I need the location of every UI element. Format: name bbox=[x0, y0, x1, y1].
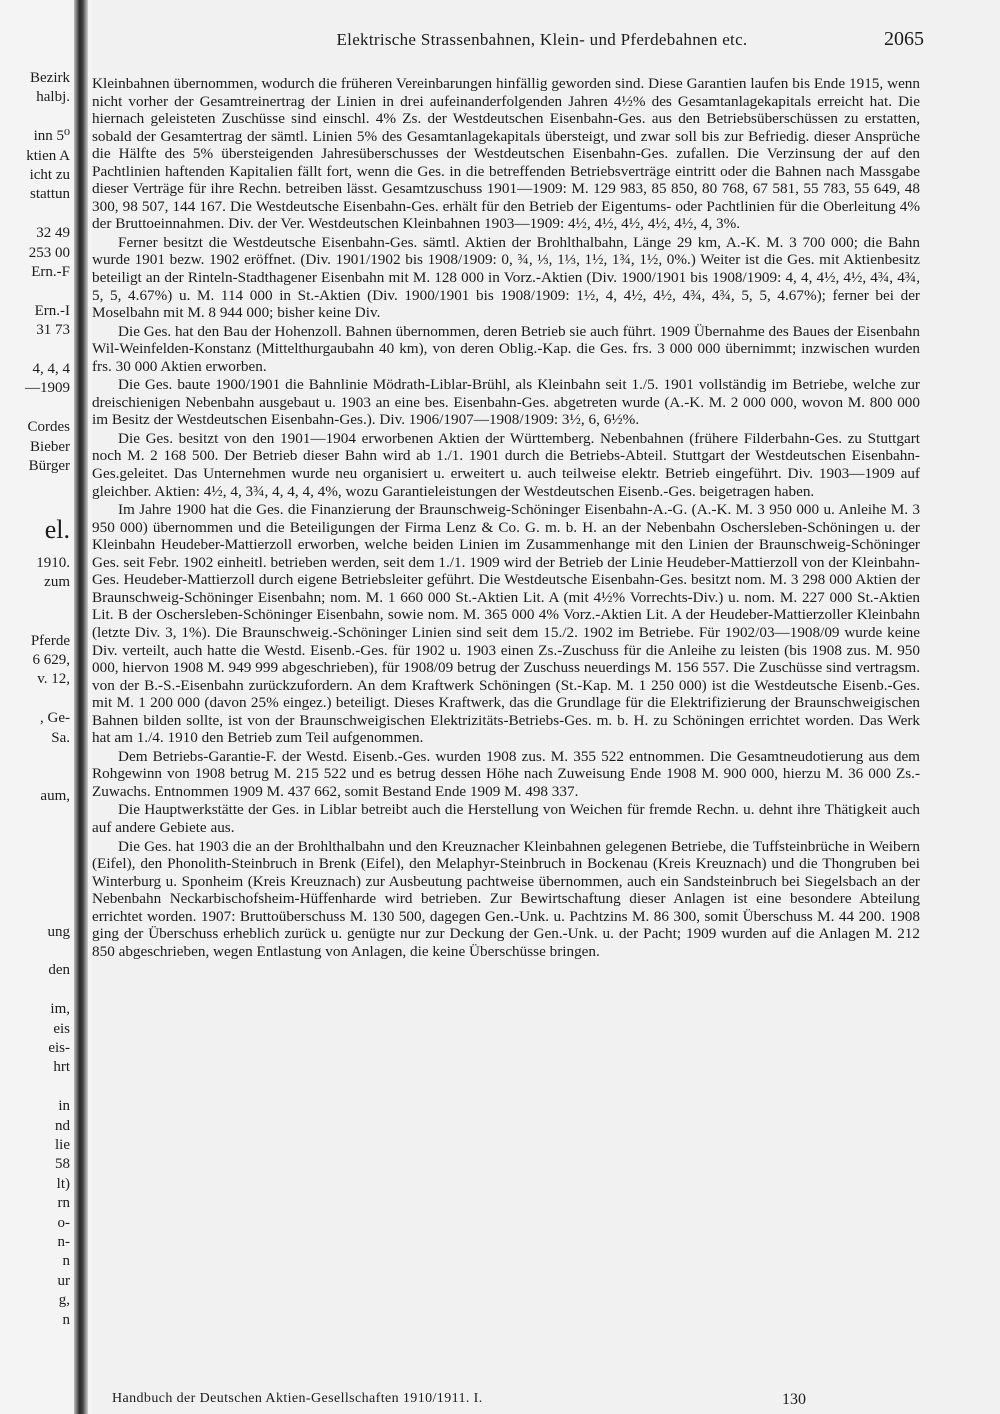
gutter-text-fragment: Ern.-I bbox=[34, 302, 70, 319]
gutter-text-fragment: rn bbox=[57, 1195, 70, 1212]
paragraph: Kleinbahnen übernommen, wodurch die früheren Vereinbarungen hinfällig geworden sind. Diese Garantien laufen bis Ende 1915, wenn nicht vorher der Gesamtreinertrag der Linien in drei aufeinanderfolgenden Jahren 4½% des Gesamtanlagekapitals erreicht hat. Die hiernach geleisteten Zuschüsse sind einschl. 4% Zs. der Westdeutschen Eisenbahn-Ges. aus den Betriebsüberschüssen zu erstatten, sobald der Gesamtertrag der sämtl. Linien 5% des Gesamtanlagekapitals übersteigt, und zwar soll bis zur Befriedig. dieser Ansprüche die Hälfte des 5% übersteigenden Jahresüberschusses der Westdeutschen Eisenbahn-Ges. zufallen. Die Verzinsung der auf den Pachtlinien haftenden Kapitalien fällt fort, wenn die Ges. in die betreffenden Betriebsverträge eintritt oder die Bahnen nach Massgabe dieser Verträge für ihre Rechn. betreiben lässt. Gesamtzuschuss 1901—1909: M. 129 983, 85 850, 80 768, 67 581, 55 783, 55 649, 48 300, 98 507, 144 167. Die Westdeutsche Eisenbahn-Ges. erhält für den Betrieb der Eigentums- oder Pachtlinien für die Oberleitung 4% der Bruttoeinnahmen. Div. der Ver. Westdeutschen Kleinbahnen 1903—1909: 4½, 4½, 4½, 4½, 4½, 4, 3%. bbox=[92, 75, 920, 233]
gutter-text-fragment: halbj. bbox=[36, 89, 70, 106]
gutter-text-fragment: g, bbox=[58, 1292, 70, 1309]
gutter-text-fragment: n bbox=[62, 1253, 70, 1270]
gutter-text-fragment: o- bbox=[57, 1214, 70, 1231]
book-fold-shadow bbox=[74, 0, 88, 1414]
gutter-text-fragment: , Ge- bbox=[40, 710, 70, 727]
gutter-text-fragment: hrt bbox=[53, 1059, 70, 1076]
gutter-text-fragment: aum, bbox=[40, 787, 70, 804]
gutter-text-fragment: 4, 4, 4 bbox=[32, 361, 70, 377]
gutter-text-fragment: in bbox=[58, 1098, 70, 1115]
gutter-text-fragment: 6 629, bbox=[32, 652, 70, 668]
paragraph: Im Jahre 1900 hat die Ges. die Finanzierung der Braunschweig-Schöninger Eisenbahn-A.-G. (A.-K. M. 3 950 000 u. Anleihe M. 3 950 000) übernommen und die Beteiligungen der Firma Lenz & Co. G. m. b. H. an der Nebenbahn Oschersleben-Schöningen u. der Kleinbahn Heudeber-Mattierzoll erworben, welche beiden Linien im Zusammenhange mit den Linien der Braunschweig-Schöninger Ges. seit Febr. 1902 einheitl. betrieben werden, seit dem 1./1. 1909 wird der Betrieb der Linie Heudeber-Mattierzoll von der Kleinbahn-Ges. Heudeber-Mattierzoll durch eigene Betriebsleiter geführt. Die Westdeutsche Eisenbahn-Ges. besitzt nom. M. 3 298 000 Aktien der Braunschweig-Schöninger Eisenbahn; nom. M. 1 660 000 St.-Aktien Lit. A (mit 4½% Vorrechts-Div.) u. nom. M. 227 000 St.-Aktien Lit. B der Oschersleben-Schöninger Eisenbahn, sowie nom. M. 365 000 4% Vorz.-Aktien Lit. A der Heudeber-Mattierzoller Kleinbahn (letzte Div. 3, 1%). Die Braunschweig.-Schöninger Linien sind seit dem 15./2. 1902 im Betriebe. Für 1902/03—1908/09 wurde keine Div. verteilt, auch hatte die Westd. Eisenb.-Ges. für 1902 u. 1903 einen Zs.-Zuschuss für die Anleihe zu leisten (bis 1908 zus. M. 950 000, hiervon 1908 M. 949 999 abgeschrieben), für 1908/09 betrug der Zuschuss neuerdings M. 156 557. Die Zuschüsse sind vertragsm. von der B.-S.-Eisenbahn zurückzufordern. An dem Kraftwerk Schöningen (St.-Kap. M. 1 250 000) ist die Westdeutsche Eisenb.-Ges. mit M. 1 200 000 (davon 25% eingez.) beteiligt. Dieses Kraftwerk, das die Grundlage für die Elektrifizierung der Braunschweigischen Bahnen bilden sollte, ist von der Braunschweigischen Elektrizitäts-Betriebs-Ges. m. b. H. zu Schöningen errichtet worden. Das Werk hat am 1./4. 1910 den Betrieb zum Teil aufgenommen. bbox=[92, 501, 920, 747]
gutter-text-fragment: n- bbox=[57, 1234, 70, 1250]
gutter-text-fragment: v. 12, bbox=[37, 671, 70, 688]
gutter-text-fragment: Cordes bbox=[27, 419, 70, 436]
gutter-text-fragment: Sa. bbox=[51, 729, 70, 746]
gutter-text-fragment: nd bbox=[55, 1117, 70, 1134]
gutter-text-fragment: 31 73 bbox=[36, 322, 70, 339]
gutter-text-fragment: Pferde bbox=[30, 632, 70, 649]
body-text bbox=[92, 75, 920, 960]
gutter-text-fragment: Bieber bbox=[30, 438, 70, 455]
page-footer bbox=[112, 1391, 932, 1407]
gutter-text-fragment: eis bbox=[53, 1020, 70, 1037]
gutter-text-fragment: 1910. bbox=[36, 555, 70, 571]
gutter-text-fragment: ktien A bbox=[26, 147, 70, 164]
gutter-text-fragment: 253 00 bbox=[28, 244, 70, 261]
gutter-text-fragment: zum bbox=[44, 574, 70, 591]
paragraph: Die Ges. besitzt von den 1901—1904 erworbenen Aktien der Württemberg. Nebenbahnen (frühere Filderbahn-Ges. zu Stuttgart noch M. 2 168 500. Der Betrieb dieser Bahn wird ab 1./1. 1901 durch die Betriebs-Abteil. Stuttgart der Westdeutschen Eisenbahn-Ges.geleitet. Das Unternehmen wurde neu organisiert u. erweitert u. auch teilweise elektr. Betrieb eingeführt. Div. 1903—1909 auf gleichber. Aktien: 4½, 4, 3¾, 4, 4, 4, 4%, wozu Garantieleistungen der Westdeutschen Eisenb.-Ges. beigetragen haben. bbox=[92, 429, 920, 500]
gutter-text-fragment: —1909 bbox=[25, 380, 70, 397]
gutter-text-fragment: ur bbox=[57, 1272, 70, 1289]
sheet-number: 130 bbox=[782, 1391, 806, 1408]
footer-source-title: Handbuch der Deutschen Aktien-Gesellschaften 1910/1911. I. bbox=[112, 1391, 483, 1406]
gutter-text-fragment: Bürger bbox=[28, 458, 70, 474]
gutter-text-fragment: stattun bbox=[30, 186, 70, 203]
page-number: 2065 bbox=[884, 28, 924, 50]
gutter-text-fragment: ung bbox=[47, 923, 70, 940]
gutter-text-fragment: 32 49 bbox=[36, 225, 70, 242]
document-page bbox=[92, 0, 1000, 1414]
gutter-text-fragment: lie bbox=[55, 1137, 70, 1153]
paragraph: Die Hauptwerkstätte der Ges. in Liblar betreibt auch die Herstellung von Weichen für fremde Rechn. u. dehnt ihre Thätigkeit auch auf andere Gebiete aus. bbox=[92, 801, 920, 836]
left-page-margin-fragment bbox=[0, 0, 92, 1414]
paragraph: Ferner besitzt die Westdeutsche Eisenbahn-Ges. sämtl. Aktien der Brohlthalbahn, Länge 29 km, A.-K. M. 3 700 000; die Bahn wurde 1901 bezw. 1902 eröffnet. (Div. 1901/1902 bis 1908/1909: 0, ¾, ⅓, 1⅓, 1½, 1¾, 1½, 0%.) Weiter ist die Ges. mit Aktienbesitz beteiligt an der Rinteln-Stadthagener Eisenbahn mit M. 128 000 in Vorz.-Aktien (Div. 1900/1901 bis 1908/1909: 4, 4, 4½, 4½, 4¾, 4¾, 5, 5, 4.67%) u. M. 114 000 in St.-Aktien (Div. 1900/1901 bis 1908/1909: 1½, 4, 4½, 4½, 4¾, 4¾, 5, 5, 4.67%); ferner bei der Moselbahn mit M. 8 944 000; bisher keine Div. bbox=[92, 233, 920, 322]
gutter-text-fragment: den bbox=[48, 962, 70, 979]
gutter-text-fragment: el. bbox=[44, 516, 70, 545]
paragraph: Dem Betriebs-Garantie-F. der Westd. Eisenb.-Ges. wurden 1908 zus. M. 355 522 entnommen. Die Gesamtneudotierung aus dem Rohgewinn von 1908 betrug M. 215 522 und es betrug dessen Höhe nach Zuweisung Ende 1908 M. 900 000, hierzu M. 36 000 Zs.-Zuwachs. Entnommen 1909 M. 437 662, somit Bestand Ende 1909 M. 498 337. bbox=[92, 747, 920, 800]
gutter-text-fragment: eis- bbox=[48, 1040, 70, 1056]
gutter-text-fragment: im, bbox=[50, 1001, 70, 1018]
gutter-text-fragment: n bbox=[62, 1311, 70, 1328]
gutter-text-fragment: icht zu bbox=[29, 167, 70, 183]
paragraph: Die Ges. hat 1903 die an der Brohlthalbahn und den Kreuznacher Kleinbahnen gelegenen Betriebe, die Tuffsteinbrüche in Weibern (Eifel), den Phonolith-Steinbruch in Brenk (Eifel), den Melaphyr-Steinbruch in Bockenau (Kreis Kreuznach) und die Thongruben bei Winterburg u. Sponheim (Kreis Kreuznach) zur Ausbeutung pachtweise übernommen, auch ein Sandsteinbruch bei Siegelsbach an der Nebenbahn Neckarbischofsheim-Hüffenharde wird betrieben. Zur Bewirtschaftung dieser Anlagen ist eine besondere Abteilung errichtet worden. 1907: Bruttoüberschuss M. 130 500, dagegen Gen.-Unk. u. Pachtzins M. 86 300, somit Überschuss M. 44 200. 1908 ging der Überschuss erheblich zurück u. genügte nur zur Deckung der Gen.-Unk. u. der Pacht; 1909 wurden auf die Anlagen M. 212 850 abgeschrieben, wegen Entlastung von Anlagen, die keine Überschüsse bringen. bbox=[92, 837, 920, 960]
gutter-text-fragment: lt) bbox=[56, 1175, 70, 1192]
running-header bbox=[92, 30, 932, 50]
gutter-text-fragment: inn 5⁰ bbox=[33, 128, 70, 145]
running-head-title: Elektrische Strassenbahnen, Klein- und Pferdebahnen etc. bbox=[336, 30, 748, 49]
gutter-text-fragment: Bezirk bbox=[30, 70, 70, 86]
paragraph: Die Ges. hat den Bau der Hohenzoll. Bahnen übernommen, deren Betrieb sie auch führt. 1909 Übernahme des Baues der Eisenbahn Wil-Weinfelden-Konstanz (Mittelthurgaubahn 40 km), von deren Oblig.-Kap. die Ges. frs. 3 000 000 übernimmt; inzwischen wurden frs. 30 000 Aktien erworben. bbox=[92, 322, 920, 375]
gutter-text-fragment: 58 bbox=[55, 1156, 70, 1173]
gutter-text-fragment: Ern.-F bbox=[31, 264, 70, 280]
paragraph: Die Ges. baute 1900/1901 die Bahnlinie Mödrath-Liblar-Brühl, als Kleinbahn seit 1./5. 1901 vollständig im Betriebe, welche zur dreischienigen Nebenbahn ausgebaut u. 1903 an eine bes. Eisenbahn-Ges. abgetreten wurde (A.-K. M. 2 000 000, wovon M. 800 000 im Besitz der Westdeutschen Eisenbahn-Ges.). Div. 1906/1907—1908/1909: 3½, 6, 6½%. bbox=[92, 376, 920, 429]
